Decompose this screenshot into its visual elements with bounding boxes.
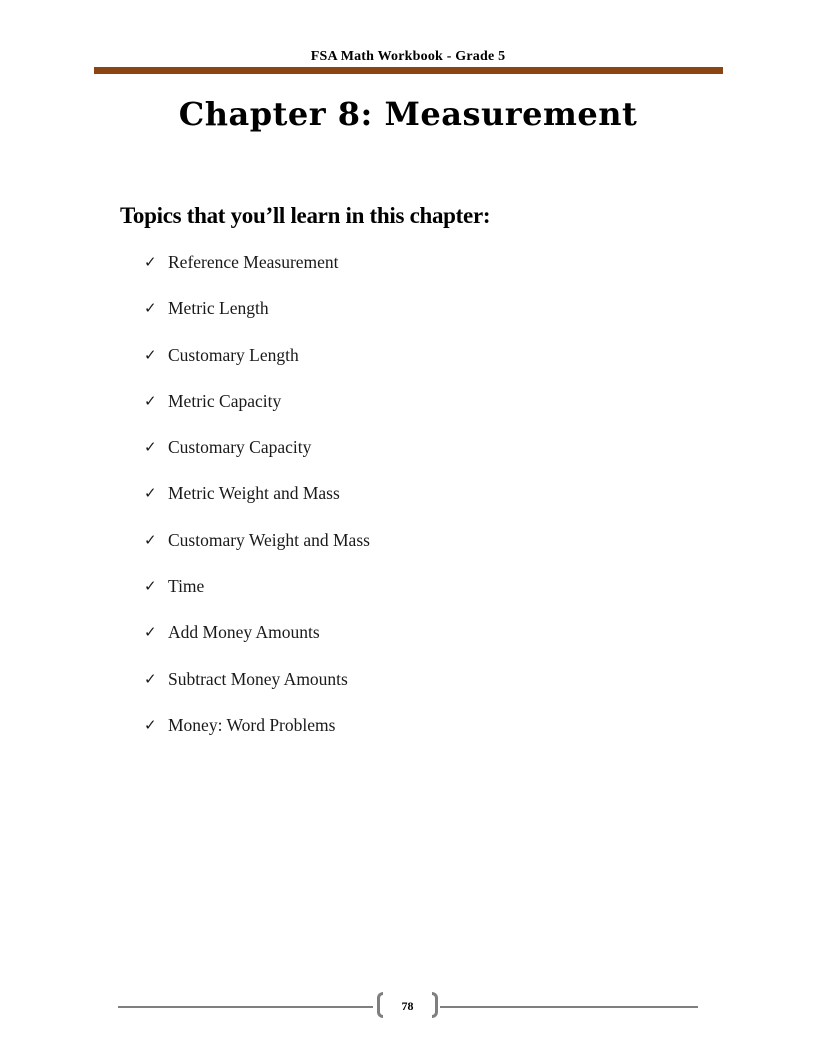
checkmark-icon: ✓	[144, 669, 157, 688]
topic-label: Customary Length	[168, 344, 299, 365]
checkmark-icon: ✓	[144, 715, 157, 734]
topic-label: Time	[168, 576, 205, 597]
page-number: 78	[401, 999, 414, 1013]
topic-label: Metric Weight and Mass	[168, 483, 340, 504]
topic-item	[144, 296, 370, 342]
topic-item	[144, 667, 370, 713]
topic-item	[144, 620, 370, 666]
checkmark-icon: ✓	[144, 530, 157, 549]
topic-item	[144, 435, 370, 481]
topic-item	[144, 250, 370, 296]
checkmark-icon: ✓	[144, 623, 157, 642]
header-divider	[94, 67, 723, 74]
topic-label: Metric Capacity	[168, 390, 282, 411]
topic-item	[144, 389, 370, 435]
topic-item	[144, 713, 370, 759]
topics-heading: Topics that you’ll learn in this chapter:	[120, 203, 491, 228]
checkmark-icon: ✓	[144, 391, 157, 410]
checkmark-icon: ✓	[144, 577, 157, 596]
workbook-header-title: FSA Math Workbook - Grade 5	[310, 49, 506, 64]
checkmark-icon: ✓	[144, 484, 157, 503]
topic-list	[144, 250, 370, 759]
topic-label: Reference Measurement	[168, 252, 339, 272]
topic-item	[144, 574, 370, 620]
topic-item	[144, 528, 370, 574]
checkmark-icon: ✓	[144, 345, 157, 364]
topic-label: Subtract Money Amounts	[168, 668, 348, 689]
footer-divider-right	[440, 1006, 698, 1008]
chapter-title: Chapter 8: Measurement	[178, 95, 638, 133]
footer-divider-left	[118, 1006, 373, 1008]
checkmark-icon: ✓	[144, 438, 157, 457]
topic-label: Add Money Amounts	[168, 622, 320, 643]
topic-label: Metric Length	[168, 298, 269, 319]
topic-item	[144, 481, 370, 527]
checkmark-icon: ✓	[144, 253, 157, 271]
topic-label: Money: Word Problems	[168, 714, 336, 735]
topic-item	[144, 343, 370, 389]
topic-label: Customary Weight and Mass	[168, 529, 370, 550]
topic-label: Customary Capacity	[168, 437, 312, 458]
checkmark-icon: ✓	[144, 299, 157, 318]
right-bracket-icon	[432, 992, 438, 1018]
